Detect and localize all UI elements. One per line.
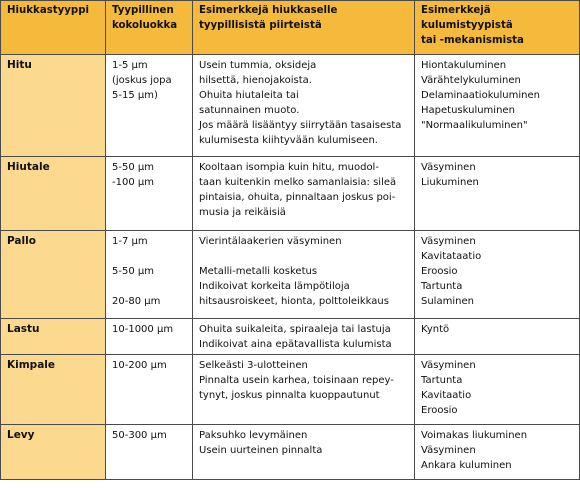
feature-line: Usein tummia, oksideja [199, 60, 317, 71]
feature-line: Ohuita hiutaleita tai [199, 90, 299, 101]
header-type-label: Hiukkastyyppi [7, 5, 89, 16]
wear-mechanism-line: Väsyminen [421, 236, 476, 247]
size-cell [106, 425, 193, 480]
wear-mechanism-line: Hapetuskuluminen [421, 105, 515, 116]
feature-line: taan kuitenkin melko samanlaisia: sileä [199, 177, 397, 188]
feature-line: musia ja reikäisiä [199, 207, 286, 218]
size-line: 1-5 µm [112, 60, 148, 71]
features-cell [193, 355, 415, 425]
wear-mechanism-line: "Normaalikuluminen" [421, 120, 528, 131]
wear-mechanism-line: Voimakas liukuminen [421, 430, 528, 441]
header-features [193, 1, 415, 55]
wear-mechanism-line: Tartunta [421, 375, 463, 386]
wear-cell [415, 319, 580, 355]
size-cell [106, 157, 193, 231]
wear-mechanism-line: Eroosio [421, 266, 458, 277]
table-row [1, 319, 580, 355]
feature-line: hitsausroiskeet, hionta, polttoleikkaus [199, 296, 389, 307]
header-wear-line: kulumistyypistä [421, 20, 513, 31]
particle-type-name: Hitu [7, 59, 32, 71]
table-row [1, 55, 580, 157]
header-features-line: Esimerkkejä hiukkaselle [199, 5, 338, 16]
wear-cell [415, 231, 580, 319]
feature-line: pintaisia, ohuita, pinnaltaan joskus poi- [199, 192, 396, 203]
size-cell [106, 231, 193, 319]
features-cell [193, 157, 415, 231]
feature-line: kulumisesta kiihtyvään kulumiseen. [199, 135, 378, 146]
header-type [1, 1, 106, 55]
size-line: 20-80 µm [112, 296, 161, 307]
feature-line: Jos määrä lisääntyy siirrytään tasaisesta [199, 120, 402, 131]
particle-type-name: Levy [7, 429, 35, 441]
particle-type-cell [1, 55, 106, 157]
feature-line: Kooltaan isompia kuin hitu, muodol- [199, 162, 379, 173]
wear-mechanism-line: Ankara kuluminen [421, 460, 512, 471]
wear-cell [415, 355, 580, 425]
feature-line: Indikoivat aina epätavallista kulumista [199, 339, 392, 350]
size-line: 10-200 µm [112, 360, 167, 371]
header-size [106, 1, 193, 55]
blank-line [112, 279, 192, 294]
particle-type-name: Lastu [7, 323, 40, 335]
particle-type-cell [1, 157, 106, 231]
feature-line: Metalli-metalli kosketus [199, 266, 318, 277]
wear-mechanism-line: Tartunta [421, 281, 463, 292]
wear-mechanism-line: Eroosio [421, 405, 458, 416]
wear-mechanism-line: Väsyminen [421, 445, 476, 456]
particle-type-name: Pallo [7, 235, 36, 247]
particle-type-cell [1, 355, 106, 425]
table-row [1, 355, 580, 425]
feature-line: Pinnalta usein karhea, toisinaan repey- [199, 375, 394, 386]
feature-line: satunnainen muoto. [199, 105, 300, 116]
size-line: 10-1000 µm [112, 324, 174, 335]
feature-line: Selkeästi 3-ulotteinen [199, 360, 308, 371]
wear-mechanism-line: Liukuminen [421, 177, 479, 188]
size-line: 1-7 µm [112, 236, 148, 247]
feature-line: Indikoivat korkeita lämpötiloja [199, 281, 350, 292]
particle-type-cell [1, 425, 106, 480]
feature-line: hilsettä, hienojakoista. [199, 75, 312, 86]
wear-mechanism-line: Väsyminen [421, 360, 476, 371]
feature-line: Ohuita suikaleita, spiraaleja tai lastuja [199, 324, 391, 335]
size-cell [106, 355, 193, 425]
features-cell [193, 425, 415, 480]
wear-mechanism-line: Värähtelykuluminen [421, 75, 521, 86]
wear-mechanism-line: Kavitataatio [421, 251, 482, 262]
size-line: 50-300 µm [112, 430, 167, 441]
header-wear-line: Esimerkkejä [421, 5, 491, 16]
particle-type-cell [1, 319, 106, 355]
size-line: -100 µm [112, 177, 154, 188]
feature-line: Paksuhko levymäinen [199, 430, 308, 441]
header-size-line: Tyypillinen [112, 5, 174, 16]
size-cell [106, 55, 193, 157]
wear-cell [415, 425, 580, 480]
feature-line: Usein uurteinen pinnalta [199, 445, 323, 456]
blank-line [199, 249, 414, 264]
wear-mechanism-line: Kavitaatio [421, 390, 472, 401]
wear-cell [415, 157, 580, 231]
features-cell [193, 55, 415, 157]
wear-cell [415, 55, 580, 157]
features-cell [193, 231, 415, 319]
features-cell [193, 319, 415, 355]
header-wear [415, 1, 580, 55]
table-row [1, 425, 580, 480]
size-cell [106, 319, 193, 355]
wear-mechanism-line: Hiontakuluminen [421, 60, 507, 71]
size-line: 5-50 µm [112, 162, 154, 173]
wear-mechanism-line: Delaminaatiokuluminen [421, 90, 540, 101]
particle-type-cell [1, 231, 106, 319]
particle-type-name: Kimpale [7, 359, 55, 371]
wear-mechanism-line: Kyntö [421, 324, 450, 335]
size-line: 5-50 µm [112, 266, 154, 277]
header-row [1, 1, 580, 55]
blank-line [112, 249, 192, 264]
wear-mechanism-line: Väsyminen [421, 162, 476, 173]
header-features-line: tyypillisistä piirteistä [199, 20, 322, 31]
wear-mechanism-line: Sulaminen [421, 296, 474, 307]
header-size-line: kokoluokka [112, 20, 178, 31]
feature-line: Vierintälaakerien väsyminen [199, 236, 342, 247]
table-row [1, 231, 580, 319]
table-row [1, 157, 580, 231]
size-line: 5-15 µm) [112, 90, 158, 101]
header-wear-line: tai -mekanismista [421, 35, 524, 46]
feature-line: tynyt, joskus pinnalta kuoppautunut [199, 390, 380, 401]
particle-type-name: Hiutale [7, 161, 50, 173]
size-line: (joskus jopa [112, 75, 172, 86]
